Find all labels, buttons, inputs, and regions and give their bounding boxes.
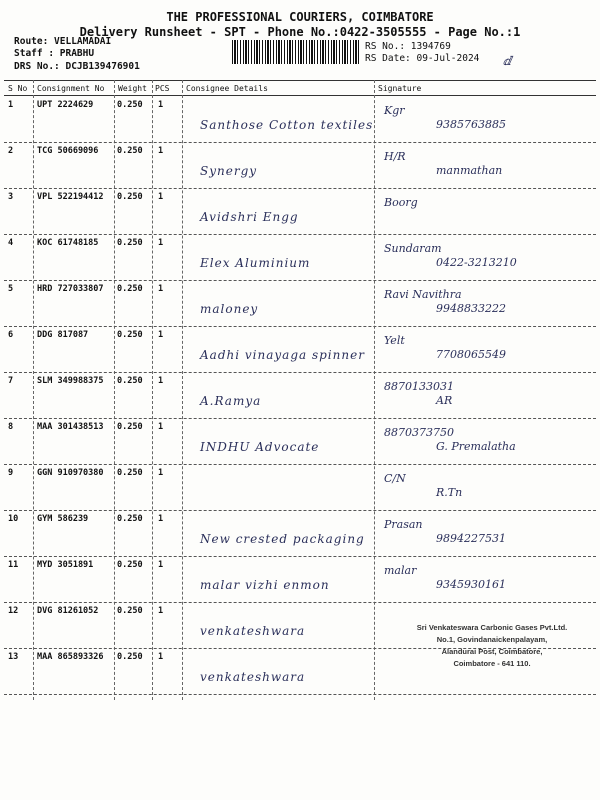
stamp-line: Coimbatore - 641 110. — [453, 659, 531, 668]
row-pcs: 1 — [158, 330, 164, 340]
staff-label: Staff : PRABHU — [14, 48, 95, 59]
row-sno: 6 — [8, 330, 14, 340]
row-divider — [4, 464, 596, 465]
row-consignee-details: INDHU Advocate — [200, 440, 320, 454]
row-signature: malar — [384, 564, 417, 577]
row-signature: Boorg — [384, 196, 418, 209]
row-sno: 11 — [8, 560, 19, 570]
row-signature-note: 9948833222 — [436, 302, 506, 315]
row-divider — [4, 602, 596, 603]
row-sno: 1 — [8, 100, 14, 110]
row-pcs: 1 — [158, 192, 164, 202]
row-signature: Kgr — [384, 104, 405, 117]
row-signature: Sundaram — [384, 242, 442, 255]
row-consignment-no: DDG 817087 — [37, 330, 89, 340]
header-details: Consignee Details — [186, 84, 268, 93]
header-signature: Signature — [378, 84, 422, 93]
row-signature: H/R — [384, 150, 406, 163]
row-divider — [4, 142, 596, 143]
row-consignee-details: Santhose Cotton textiles — [200, 118, 374, 132]
row-consignee-details: New crested packaging — [200, 532, 365, 546]
row-consignee-details: Synergy — [200, 164, 258, 178]
row-consignee-details: venkateshwara — [200, 670, 306, 684]
row-divider — [4, 326, 596, 327]
row-sno: 8 — [8, 422, 14, 432]
row-divider — [4, 418, 596, 419]
row-divider — [4, 280, 596, 281]
row-weight: 0.250 — [117, 330, 143, 340]
row-divider — [4, 510, 596, 511]
row-weight: 0.250 — [117, 284, 143, 294]
row-pcs: 1 — [158, 100, 164, 110]
row-signature: 8870133031 — [384, 380, 454, 393]
row-sno: 9 — [8, 468, 14, 478]
row-weight: 0.250 — [117, 376, 143, 386]
row-consignee-details: maloney — [200, 302, 259, 316]
row-weight: 0.250 — [117, 560, 143, 570]
row-pcs: 1 — [158, 376, 164, 386]
row-weight: 0.250 — [117, 192, 143, 202]
row-weight: 0.250 — [117, 422, 143, 432]
row-consignment-no: VPL 522194412 — [37, 192, 104, 202]
row-consignee-details: malar vizhi enmon — [200, 578, 330, 592]
row-signature-note: 9385763885 — [436, 118, 506, 131]
stamp-line: No.1, Govindanaickenpalayam, — [436, 635, 548, 644]
row-pcs: 1 — [158, 468, 164, 478]
col-divider — [152, 80, 153, 700]
row-consignment-no: KOC 61748185 — [37, 238, 99, 248]
row-consignment-no: HRD 727033807 — [37, 284, 104, 294]
row-consignment-no: GYM 586239 — [37, 514, 89, 524]
row-divider — [4, 372, 596, 373]
row-consignment-no: MAA 301438513 — [37, 422, 104, 432]
row-consignment-no: MYD 3051891 — [37, 560, 94, 570]
row-signature-note: 9894227531 — [436, 532, 506, 545]
row-signature-note: G. Premalatha — [436, 440, 516, 453]
row-consignment-no: DVG 81261052 — [37, 606, 99, 616]
row-consignment-no: TCG 50669096 — [37, 146, 99, 156]
row-divider — [4, 234, 596, 235]
row-pcs: 1 — [158, 514, 164, 524]
company-title: THE PROFESSIONAL COURIERS, COIMBATORE — [166, 10, 434, 24]
row-signature: C/N — [384, 472, 406, 485]
row-divider — [4, 188, 596, 189]
row-weight: 0.250 — [117, 468, 143, 478]
table-top-border — [4, 80, 596, 81]
drs-number: DRS No.: DCJB139476901 — [14, 61, 140, 72]
row-pcs: 1 — [158, 422, 164, 432]
row-signature-note: 9345930161 — [436, 578, 506, 591]
row-consignee-details: Elex Aluminium — [200, 256, 311, 270]
table-header-border — [4, 95, 596, 96]
row-consignment-no: MAA 865893326 — [37, 652, 104, 662]
header-pcs: PCS — [155, 84, 170, 93]
row-weight: 0.250 — [117, 606, 143, 616]
row-weight: 0.250 — [117, 238, 143, 248]
row-signature-note: 0422-3213210 — [436, 256, 517, 269]
col-divider — [374, 80, 375, 700]
row-weight: 0.250 — [117, 146, 143, 156]
row-weight: 0.250 — [117, 100, 143, 110]
row-pcs: 1 — [158, 284, 164, 294]
row-divider — [4, 694, 596, 695]
row-consignee-details: Aadhi vinayaga spinner — [200, 348, 365, 362]
rs-number: RS No.: 1394769 — [365, 41, 451, 52]
row-sno: 13 — [8, 652, 19, 662]
row-pcs: 1 — [158, 652, 164, 662]
row-consignment-no: GGN 910970380 — [37, 468, 104, 478]
row-consignment-no: UPT 2224629 — [37, 100, 94, 110]
row-signature: Yelt — [384, 334, 405, 347]
row-signature-note: R.Tn — [436, 486, 463, 499]
row-sno: 3 — [8, 192, 14, 202]
row-consignee-details: A.Ramya — [200, 394, 262, 408]
row-sno: 4 — [8, 238, 14, 248]
row-consignment-no: SLM 349988375 — [37, 376, 104, 386]
row-signature: 8870373750 — [384, 426, 454, 439]
col-divider — [182, 80, 183, 700]
row-consignee-details: venkateshwara — [200, 624, 306, 638]
tick-mark: ⅆ — [503, 54, 512, 68]
col-divider — [33, 80, 34, 700]
row-pcs: 1 — [158, 146, 164, 156]
row-weight: 0.250 — [117, 652, 143, 662]
row-sno: 7 — [8, 376, 14, 386]
row-signature-note: AR — [436, 394, 453, 407]
row-signature-note: 7708065549 — [436, 348, 506, 361]
row-divider — [4, 556, 596, 557]
row-sno: 5 — [8, 284, 14, 294]
row-sno: 2 — [8, 146, 14, 156]
row-signature: Prasan — [384, 518, 423, 531]
row-weight: 0.250 — [117, 514, 143, 524]
col-divider — [114, 80, 115, 700]
header-sno: S No — [8, 84, 28, 93]
route-label: Route: VELLAMADAI — [14, 36, 112, 47]
row-pcs: 1 — [158, 238, 164, 248]
row-sno: 10 — [8, 514, 19, 524]
row-sno: 12 — [8, 606, 19, 616]
row-signature-note: manmathan — [436, 164, 503, 177]
header-weight: Weight — [118, 84, 147, 93]
company-stamp — [392, 622, 592, 670]
row-pcs: 1 — [158, 606, 164, 616]
barcode — [232, 40, 360, 64]
row-signature: Ravi Navithra — [384, 288, 462, 301]
header-consignment: Consignment No — [37, 84, 105, 93]
runsheet-title: Delivery Runsheet - SPT - Phone No.:0422-3505555 - Page No.:1 — [79, 25, 521, 39]
row-consignee-details: Avidshri Engg — [200, 210, 299, 224]
stamp-line: Sri Venkateswara Carbonic Gases Pvt.Ltd. — [416, 623, 568, 632]
row-pcs: 1 — [158, 560, 164, 570]
stamp-line: Alandurai Post, Coimbatore, — [441, 647, 543, 656]
rs-date: RS Date: 09-Jul-2024 — [365, 53, 480, 64]
